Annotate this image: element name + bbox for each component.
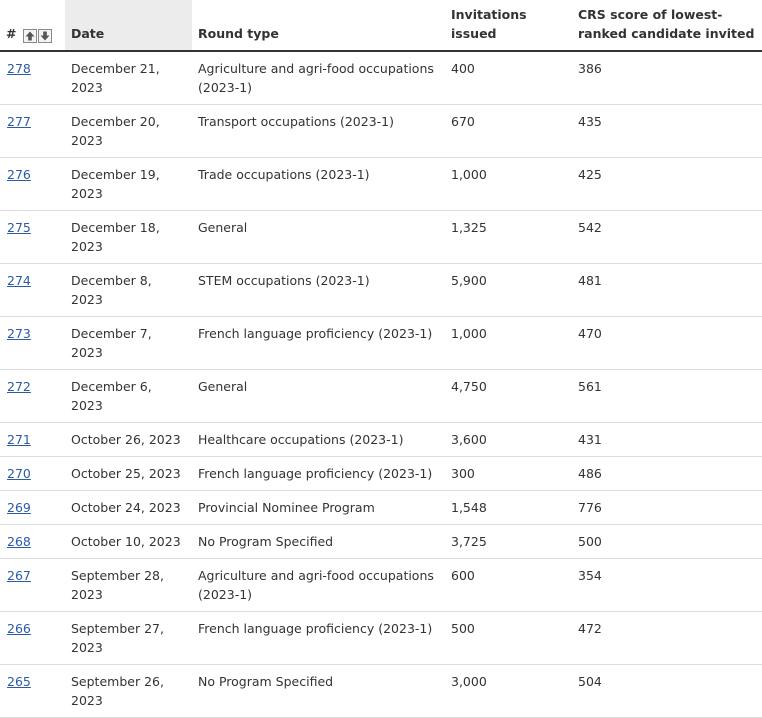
crs-score-cell: 431 — [572, 423, 762, 457]
round-number-link[interactable]: 274 — [7, 273, 31, 288]
table-row — [0, 612, 762, 665]
round-number-link[interactable]: 272 — [7, 379, 31, 394]
invitations-cell: 1,000 — [445, 317, 572, 370]
table-row — [0, 317, 762, 370]
row-number-cell — [0, 317, 65, 370]
crs-score-cell: 504 — [572, 665, 762, 718]
crs-score-cell: 561 — [572, 370, 762, 423]
round-number-link[interactable]: 271 — [7, 432, 31, 447]
table-row — [0, 525, 762, 559]
round-number-link[interactable]: 270 — [7, 466, 31, 481]
date-cell: December 8, 2023 — [65, 264, 192, 317]
row-number-cell — [0, 423, 65, 457]
invitations-cell: 500 — [445, 612, 572, 665]
round-number-link[interactable]: 266 — [7, 621, 31, 636]
date-cell: December 7, 2023 — [65, 317, 192, 370]
invitations-cell: 1,000 — [445, 158, 572, 211]
row-number-cell — [0, 612, 65, 665]
table-row — [0, 559, 762, 612]
crs-score-cell: 472 — [572, 612, 762, 665]
table-row — [0, 457, 762, 491]
round-number-link[interactable]: 268 — [7, 534, 31, 549]
round-number-link[interactable]: 277 — [7, 114, 31, 129]
sort-descending-button[interactable] — [38, 29, 52, 43]
invitations-cell: 3,600 — [445, 423, 572, 457]
crs-score-cell: 425 — [572, 158, 762, 211]
date-cell: October 24, 2023 — [65, 491, 192, 525]
round-type-cell: General — [192, 370, 445, 423]
date-cell: September 28, 2023 — [65, 559, 192, 612]
round-type-cell: French language proficiency (2023-1) — [192, 612, 445, 665]
crs-score-cell: 500 — [572, 525, 762, 559]
round-type-cell: Trade occupations (2023-1) — [192, 158, 445, 211]
number-column-header — [0, 0, 65, 51]
round-type-cell: No Program Specified — [192, 665, 445, 718]
invitations-cell: 3,725 — [445, 525, 572, 559]
table-row — [0, 423, 762, 457]
round-type-cell: Transport occupations (2023-1) — [192, 105, 445, 158]
table-row — [0, 491, 762, 525]
date-column-header[interactable]: Date — [65, 0, 192, 51]
round-number-link[interactable]: 267 — [7, 568, 31, 583]
round-type-cell: French language proficiency (2023-1) — [192, 457, 445, 491]
row-number-cell — [0, 211, 65, 264]
round-type-cell: Healthcare occupations (2023-1) — [192, 423, 445, 457]
round-number-link[interactable]: 276 — [7, 167, 31, 182]
crs-score-cell: 435 — [572, 105, 762, 158]
invitations-cell: 4,750 — [445, 370, 572, 423]
row-number-cell — [0, 105, 65, 158]
round-number-link[interactable]: 273 — [7, 326, 31, 341]
round-type-cell: STEM occupations (2023-1) — [192, 264, 445, 317]
date-cell: September 26, 2023 — [65, 665, 192, 718]
row-number-cell — [0, 158, 65, 211]
sort-ascending-button[interactable] — [23, 29, 37, 43]
row-number-cell — [0, 665, 65, 718]
row-number-cell — [0, 559, 65, 612]
round-type-cell: Agriculture and agri-food occupations (2023-1) — [192, 559, 445, 612]
invitations-cell: 670 — [445, 105, 572, 158]
table-row — [0, 51, 762, 105]
row-number-cell — [0, 525, 65, 559]
invitations-cell: 3,000 — [445, 665, 572, 718]
arrow-down-icon — [40, 31, 50, 41]
round-type-cell: No Program Specified — [192, 525, 445, 559]
crs-score-cell: 542 — [572, 211, 762, 264]
table-row — [0, 211, 762, 264]
round-number-link[interactable]: 275 — [7, 220, 31, 235]
date-cell: December 19, 2023 — [65, 158, 192, 211]
date-cell: October 10, 2023 — [65, 525, 192, 559]
invitations-cell: 300 — [445, 457, 572, 491]
round-number-link[interactable]: 265 — [7, 674, 31, 689]
table-row — [0, 105, 762, 158]
table-row — [0, 665, 762, 718]
date-cell: December 6, 2023 — [65, 370, 192, 423]
table-body — [0, 51, 762, 718]
round-type-cell: General — [192, 211, 445, 264]
round-number-link[interactable]: 269 — [7, 500, 31, 515]
table-row — [0, 158, 762, 211]
crs-score-cell: 386 — [572, 51, 762, 105]
row-number-cell — [0, 491, 65, 525]
date-cell: October 26, 2023 — [65, 423, 192, 457]
crs-column-header[interactable]: CRS score of lowest-ranked candidate invited — [572, 0, 762, 51]
crs-score-cell: 470 — [572, 317, 762, 370]
row-number-cell — [0, 370, 65, 423]
number-header-label: # — [6, 26, 17, 41]
invitations-cell: 600 — [445, 559, 572, 612]
row-number-cell — [0, 457, 65, 491]
round-number-link[interactable]: 278 — [7, 61, 31, 76]
round-type-cell: Provincial Nominee Program — [192, 491, 445, 525]
table-row — [0, 264, 762, 317]
date-cell: October 25, 2023 — [65, 457, 192, 491]
header-row — [0, 0, 762, 51]
invitations-cell: 1,325 — [445, 211, 572, 264]
crs-score-cell: 486 — [572, 457, 762, 491]
arrow-up-icon — [25, 31, 35, 41]
invitations-cell: 1,548 — [445, 491, 572, 525]
invitations-cell: 5,900 — [445, 264, 572, 317]
date-cell: September 27, 2023 — [65, 612, 192, 665]
round-type-cell: French language proficiency (2023-1) — [192, 317, 445, 370]
date-cell: December 20, 2023 — [65, 105, 192, 158]
invitations-column-header[interactable]: Invitations issued — [445, 0, 572, 51]
invitations-cell: 400 — [445, 51, 572, 105]
sort-controls — [23, 29, 52, 43]
date-cell: December 18, 2023 — [65, 211, 192, 264]
crs-score-cell: 481 — [572, 264, 762, 317]
crs-score-cell: 354 — [572, 559, 762, 612]
table-header — [0, 0, 762, 51]
round-type-cell: Agriculture and agri-food occupations (2023-1) — [192, 51, 445, 105]
table-row — [0, 370, 762, 423]
row-number-cell — [0, 264, 65, 317]
date-cell: December 21, 2023 — [65, 51, 192, 105]
crs-score-cell: 776 — [572, 491, 762, 525]
row-number-cell — [0, 51, 65, 105]
round-type-column-header[interactable]: Round type — [192, 0, 445, 51]
